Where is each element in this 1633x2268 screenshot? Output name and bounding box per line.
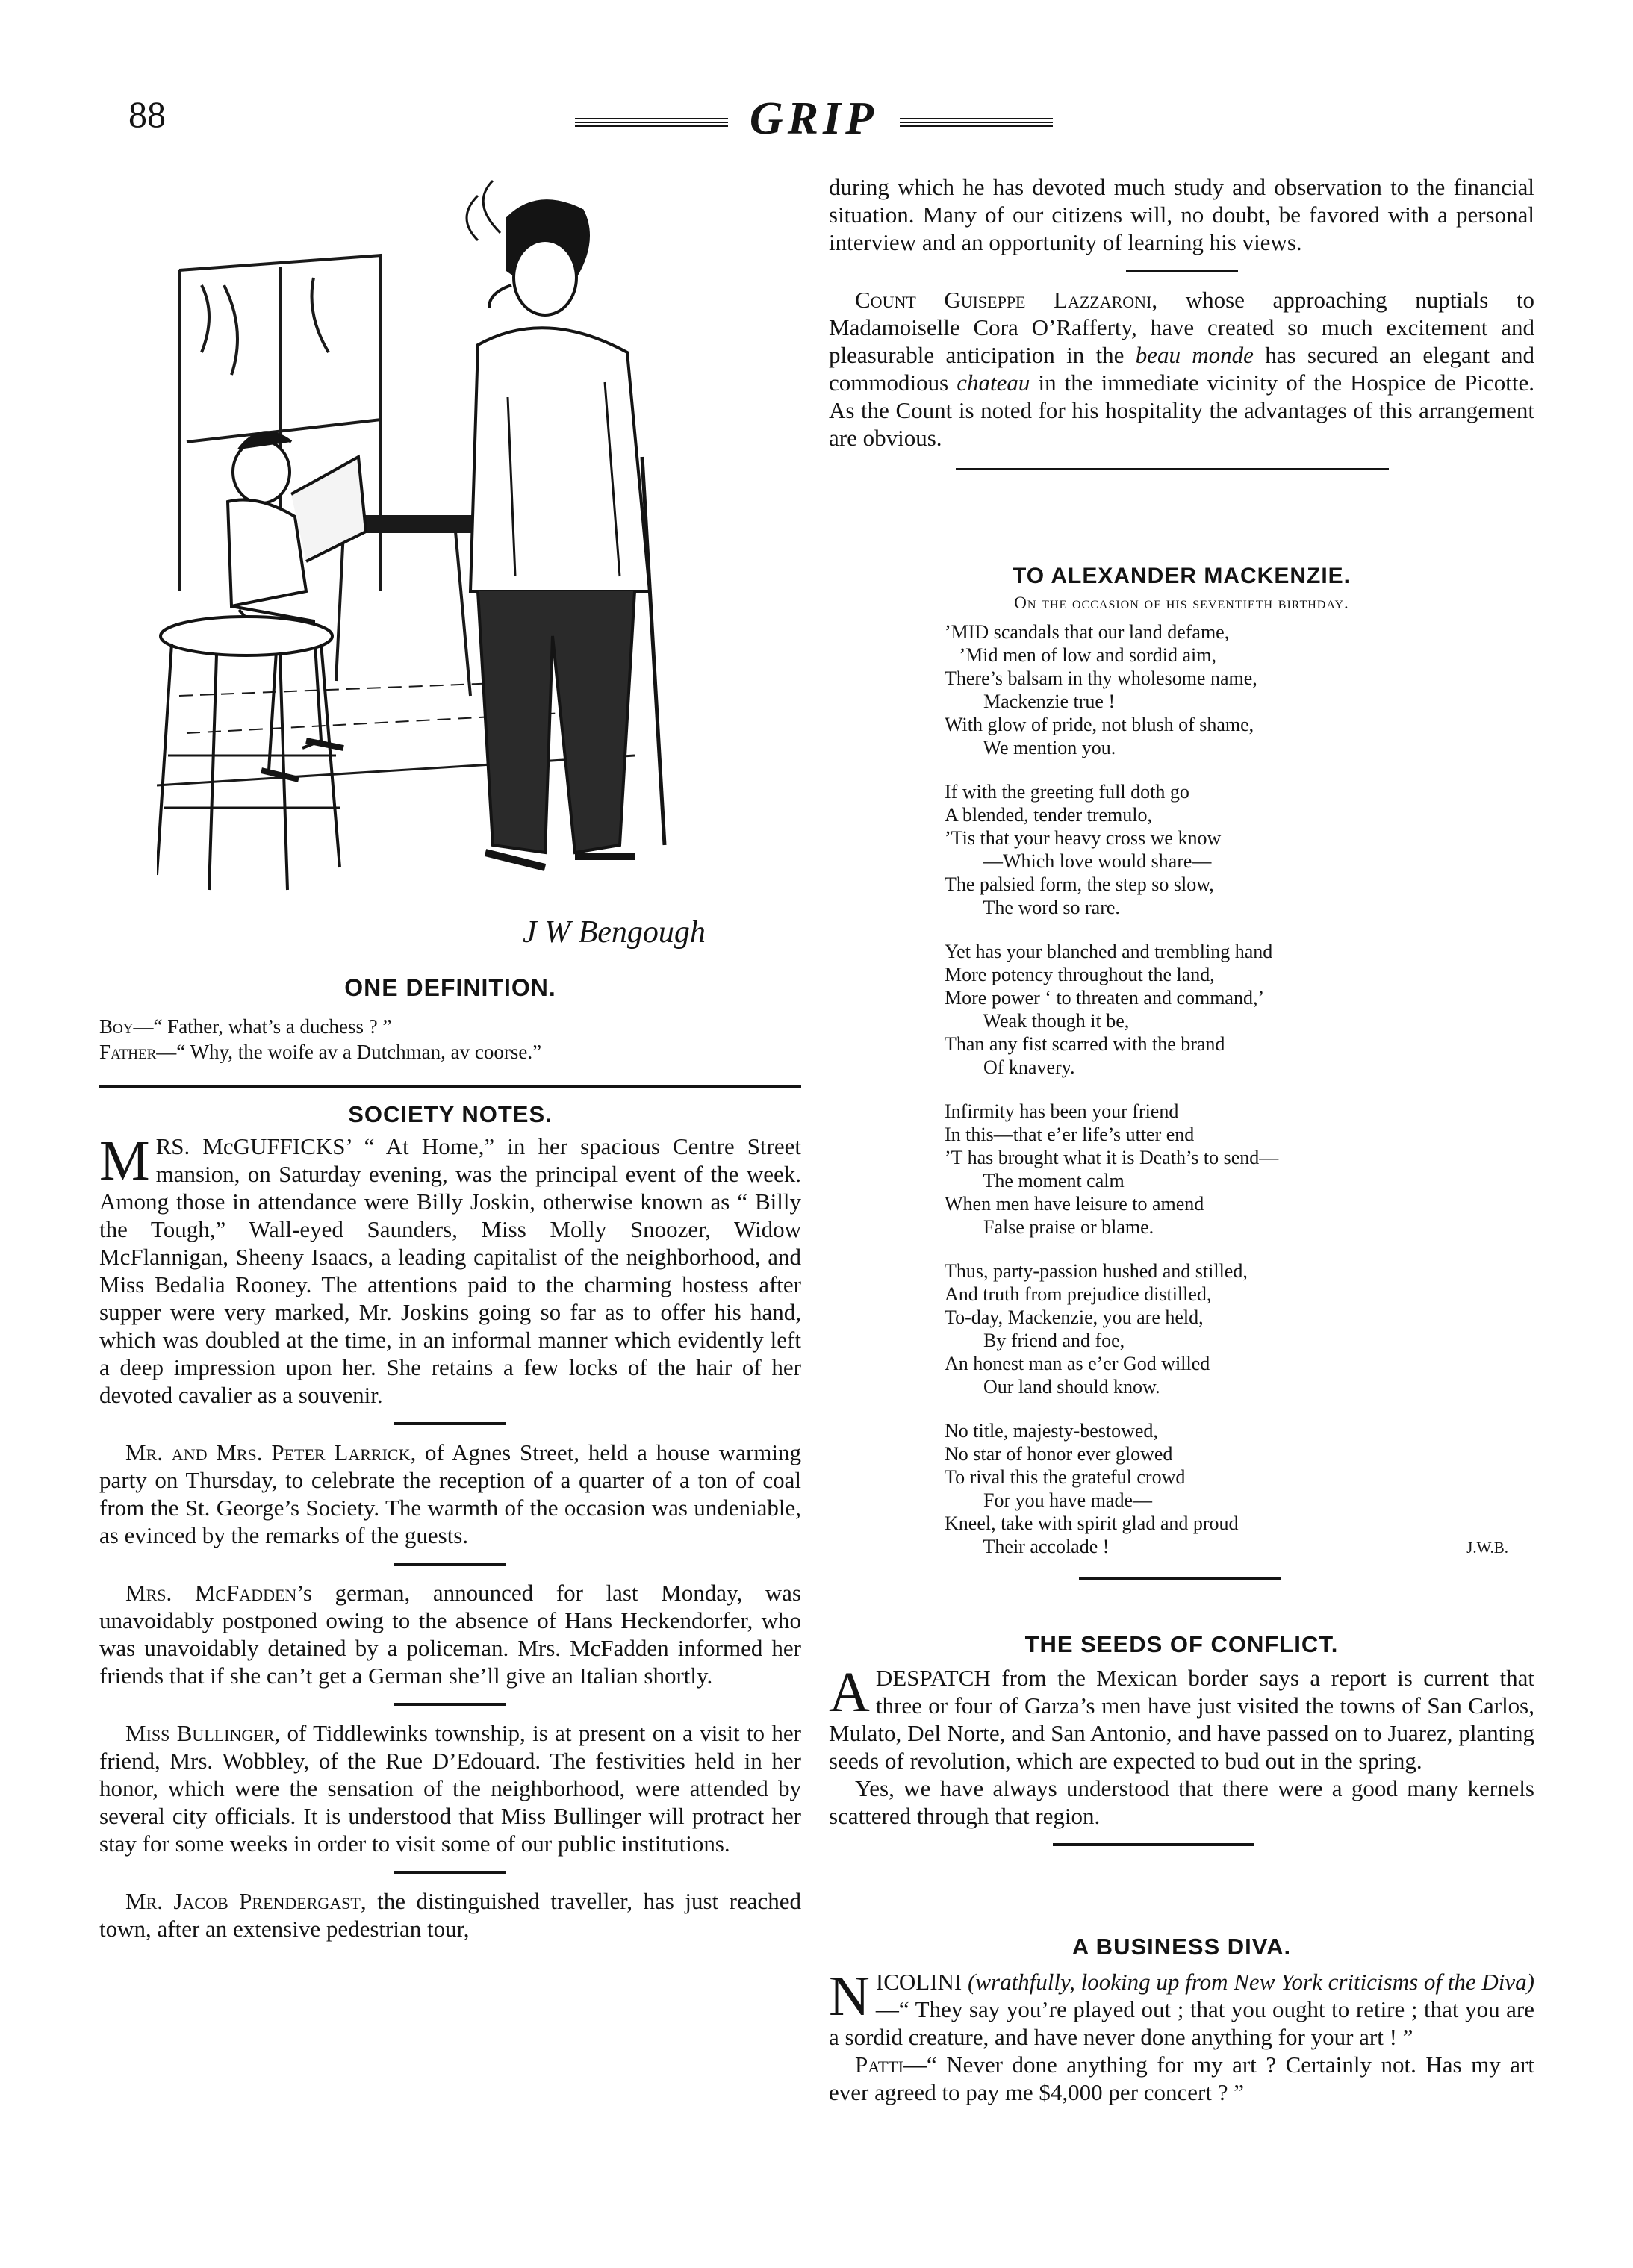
note-text: , of Agnes Street, held a house warming party on Thursday, to celebrate the reception of a quarter of a ton of coal from the St. George’s Society. The warmth of the occasion was undeniable, as evinced by the remarks of the guests. xyxy=(99,1439,801,1548)
separator-rule xyxy=(394,1422,506,1425)
page-number: 88 xyxy=(128,93,166,135)
seeds-of-conflict xyxy=(829,1631,1534,1860)
poem-line: ’MID scandals that our land defame, xyxy=(945,621,1230,643)
separator-rule xyxy=(394,1871,506,1874)
poem-line: No star of honor ever glowed xyxy=(945,1443,1173,1465)
dialogue-text: —“ They say you’re played out ; that you ought to retire ; that you are a sordid creature, and have never done anything for your art ! ” xyxy=(829,1996,1534,2050)
right-column-top xyxy=(829,173,1534,470)
dialogue-speaker: Boy xyxy=(99,1015,134,1038)
stage-direction: (wrathfully, looking up from New York criticisms of the Diva) xyxy=(962,1969,1534,1995)
poem-line: An honest man as e’er God willed xyxy=(945,1353,1210,1374)
caption-title: ONE DEFINITION. xyxy=(344,974,556,1001)
note-lead: Mr. and Mrs. Peter Larrick xyxy=(125,1439,411,1465)
poem-line: ’Tis that your heavy cross we know xyxy=(945,827,1222,849)
poem-line: By friend and foe, xyxy=(945,1330,1125,1351)
poem-line: Our land should know. xyxy=(945,1376,1160,1398)
note-text: , the distinguished traveller, has just reached town, after an extensive pedestrian tour, xyxy=(99,1888,801,1942)
cartoon-illustration xyxy=(157,173,739,965)
poem-signature: J.W.B. xyxy=(1466,1539,1508,1557)
separator-rule xyxy=(394,1563,506,1566)
note-text: RS. McGUFFICKS’ “ At Home,” in her spacious Centre Street mansion, on Saturday evening, was the principal event of the week. Among those in attendance were Billy Joskin, otherwise known as “ Billy the Tough,” Wall-eyed Saunders, Miss Molly Snoozer, Widow McFlannigan, Sheeny Isaacs, a leading capitalist of the neighborhood, and Miss Bedalia Rooney. The attentions paid to the charming hostess after supper were very marked, Mr. Joskins going so far as to offer his hand, which was doubled at the time, in an informal manner which evidently left a deep impression upon her. She retains a few locks of the hair of her devoted cavalier as a souvenir. xyxy=(99,1133,801,1408)
poem-line: Mackenzie true ! xyxy=(945,691,1116,712)
society-note-5 xyxy=(99,1887,801,1943)
poem-line: No title, majesty-bestowed, xyxy=(945,1420,1158,1442)
poem-line: Yet has your blanched and trembling hand xyxy=(945,941,1273,962)
poem-line: To rival this the grateful crowd xyxy=(945,1466,1186,1488)
poem-line: Of knavery. xyxy=(945,1056,1075,1078)
poem-line: And truth from prejudice distilled, xyxy=(945,1283,1212,1305)
note-lead: Miss Bullinger xyxy=(125,1720,275,1746)
poem-line: Kneel, take with spirit glad and proud xyxy=(945,1512,1239,1534)
poem-line: ’Mid men of low and sordid aim, xyxy=(945,644,1216,666)
separator-rule xyxy=(1053,1843,1254,1846)
poem-line: Than any fist scarred with the brand xyxy=(945,1033,1225,1055)
diva-paragraph-1 xyxy=(829,1965,1534,2051)
poem-line: Weak though it be, xyxy=(945,1010,1130,1032)
society-notes-title: SOCIETY NOTES. xyxy=(348,1101,553,1127)
masthead-rule-right xyxy=(900,118,1053,128)
poem-line: ’T has brought what it is Death’s to send— xyxy=(945,1147,1279,1168)
poem-line: Infirmity has been your friend xyxy=(945,1100,1179,1122)
separator-rule xyxy=(1126,270,1238,272)
dialogue-speaker: Father xyxy=(99,1041,157,1063)
poem-line: In this—that e’er life’s utter end xyxy=(945,1124,1195,1145)
dropcap: M xyxy=(99,1130,150,1192)
poem-title: TO ALEXANDER MACKENZIE. xyxy=(1012,564,1351,588)
poem-stanza xyxy=(945,1419,1534,1558)
note-lead: Mrs. McFadden xyxy=(125,1580,297,1606)
poem-line: A blended, tender tremulo, xyxy=(945,804,1152,826)
note-lead: Mr. Jacob Prendergast xyxy=(125,1888,361,1914)
dropcap: N xyxy=(829,1965,870,2028)
poem-stanza xyxy=(945,1100,1534,1239)
note-text: ’s german, announced for last Monday, was unavoidably postponed owing to the absence of Hans Heckendorfer, who was unavoidably detained by a policeman. Mrs. McFadden informed her friends that if she can’t get a German she’ll give an Italian shortly. xyxy=(99,1580,801,1689)
poem-line: To-day, Mackenzie, you are held, xyxy=(945,1306,1204,1328)
dialogue-text: —“ Father, what’s a duchess ? ” xyxy=(133,1015,392,1038)
poem-line: More power ‘ to threaten and command,’ xyxy=(945,987,1265,1009)
society-note-3 xyxy=(99,1579,801,1689)
poem-line: The word so rare. xyxy=(945,897,1120,918)
society-note-1 xyxy=(99,1130,801,1409)
poem-line: If with the greeting full doth go xyxy=(945,781,1189,803)
poem-body xyxy=(945,620,1534,1558)
poem-line: More potency throughout the land, xyxy=(945,964,1215,985)
poem-line: False praise or blame. xyxy=(945,1216,1154,1238)
poem-line: Thus, party-passion hushed and stilled, xyxy=(945,1260,1248,1282)
note-text: has secured an elegant and commodious xyxy=(829,342,1534,396)
speaker: Patti xyxy=(855,2052,903,2078)
dialogue-text: —“ Why, the woife av a Dutchman, av coorse.” xyxy=(156,1041,542,1063)
paragraph-text: DESPATCH from the Mexican border says a report is current that three or four of Garza’s men have just visited the towns of San Carlos, Mulato, Del Norte, and San Antonio, and have passed on to Juarez, planting seeds of revolution, which are expected to bud out in the spring. xyxy=(829,1665,1534,1774)
business-diva xyxy=(829,1934,1534,2106)
society-note-5-continued: during which he has devoted much study and observation to the financial situation. Many of our citizens will, no doubt, be favored with a personal interview and an opportunity of learning his views. xyxy=(829,174,1534,255)
masthead-rule-left xyxy=(575,118,728,128)
masthead-title: GRIP xyxy=(749,93,879,144)
section-rule xyxy=(956,468,1389,470)
seeds-paragraph-1 xyxy=(829,1661,1534,1775)
separator-rule xyxy=(394,1703,506,1706)
poem-stanza xyxy=(945,620,1534,759)
society-note-6 xyxy=(829,286,1534,452)
note-text: , of Tiddlewinks township, is at present on a visit to her friend, Mrs. Wobbley, of the Rue D’Edouard. The festivities held in her honor, which were the sensation of the neighborhood, were attended by several city officials. It is understood that Miss Bullinger will protract her stay for some weeks in order to visit some of our public institutions. xyxy=(99,1720,801,1857)
poem-line: With glow of pride, not blush of shame, xyxy=(945,714,1254,735)
poem-line: For you have made— xyxy=(945,1489,1153,1511)
society-notes xyxy=(99,1101,801,1943)
society-note-4 xyxy=(99,1719,801,1857)
section-rule xyxy=(99,1085,801,1088)
poem-stanza xyxy=(945,940,1534,1079)
dialogue-line xyxy=(99,1039,801,1065)
note-text: , whose approaching nuptials to Madamoiselle Cora O’Rafferty, have created so much excitement and pleasurable anticipation in the xyxy=(829,287,1535,368)
dialogue-text: —“ Never done anything for my art ? Certainly not. Has my art ever agreed to pay me $4,000 per concert ? ” xyxy=(829,2052,1534,2105)
note-emphasis: beau monde xyxy=(1135,342,1254,368)
seeds-paragraph-2: Yes, we have always understood that there were a good many kernels scattered through that region. xyxy=(829,1775,1534,1829)
separator-rule xyxy=(1079,1577,1281,1580)
dialogue-line xyxy=(99,1014,801,1039)
diva-title: A BUSINESS DIVA. xyxy=(1071,1934,1292,1960)
poem-line: The palsied form, the step so slow, xyxy=(945,873,1214,895)
poem-line: When men have leisure to amend xyxy=(945,1193,1204,1215)
poem-line: Their accolade ! xyxy=(945,1536,1110,1557)
artist-signature: J W Bengough xyxy=(523,915,706,950)
one-definition-caption xyxy=(99,974,801,1088)
masthead xyxy=(575,93,1053,145)
seeds-title: THE SEEDS OF CONFLICT. xyxy=(1024,1631,1339,1657)
society-note-2 xyxy=(99,1439,801,1549)
diva-paragraph-2 xyxy=(829,2051,1534,2106)
poem-line: —Which love would share— xyxy=(945,850,1212,872)
poem-line: The moment calm xyxy=(945,1170,1125,1191)
poem-stanza xyxy=(945,1259,1534,1398)
dropcap: A xyxy=(829,1661,870,1724)
note-lead: Count Guiseppe Lazzaroni xyxy=(855,287,1152,313)
poem-stanza xyxy=(945,780,1534,919)
note-emphasis: chateau xyxy=(957,370,1030,396)
note-text: in the immediate vicinity of the Hospice de Picotte. As the Count is noted for his hospitality the advantages of this arrangement are obvious. xyxy=(829,370,1535,451)
poem-line: There’s balsam in thy wholesome name, xyxy=(945,667,1257,689)
poem-last-line-row xyxy=(945,1535,1534,1558)
poem-line: We mention you. xyxy=(945,737,1116,758)
speaker: ICOLINI xyxy=(875,1969,962,1995)
poem-subtitle: On the occasion of his seventieth birthday. xyxy=(1014,594,1349,612)
poem xyxy=(829,564,1534,1580)
